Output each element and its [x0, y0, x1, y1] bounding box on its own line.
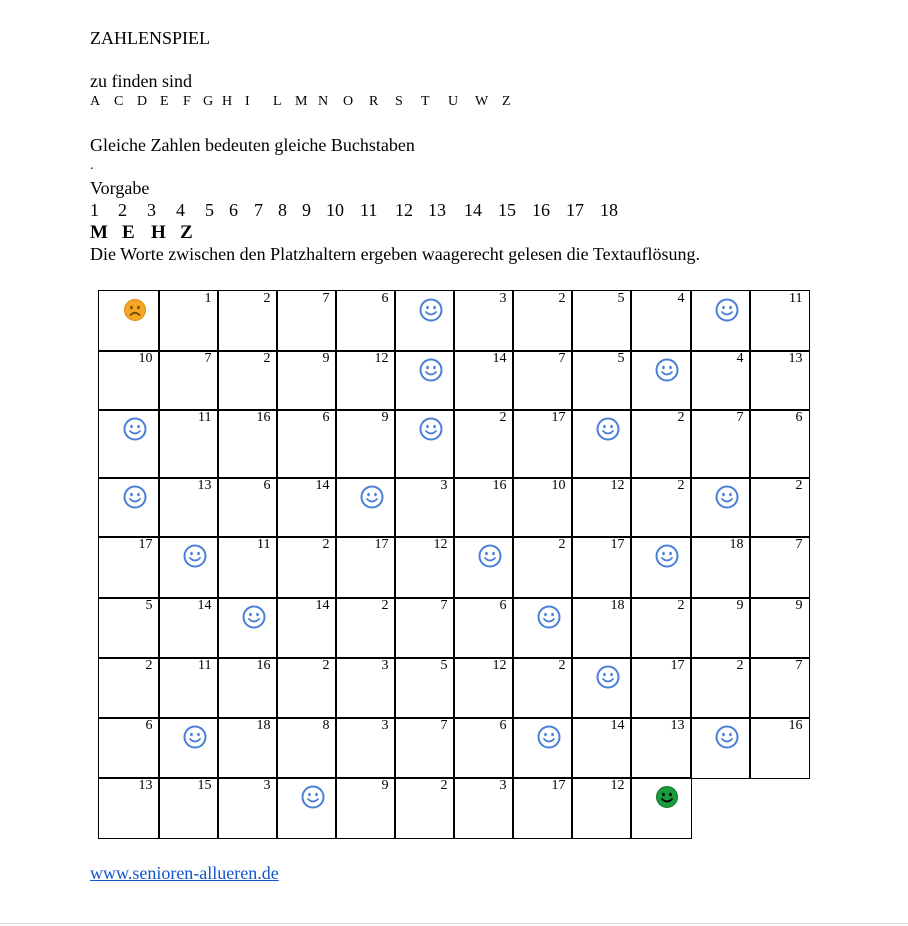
number-cell: [98, 597, 160, 659]
number-cell: [512, 290, 573, 352]
number-cell: [217, 657, 278, 719]
number-cell: [98, 350, 160, 411]
vorgabe-number: 18: [600, 200, 618, 220]
cell-number: 2: [677, 410, 685, 425]
placeholder-cell: [571, 409, 632, 479]
number-cell: [453, 477, 514, 538]
given-letter: H: [151, 222, 166, 243]
cell-number: 14: [610, 718, 625, 733]
letter-T: T: [421, 94, 430, 109]
cell-number: 13: [197, 478, 212, 493]
vorgabe-number: 8: [278, 200, 287, 220]
cell-number: 2: [499, 410, 507, 425]
cell-number: 10: [138, 351, 153, 366]
cell-number: 9: [736, 598, 744, 613]
cell-number: 18: [610, 598, 625, 613]
number-cell: [394, 597, 455, 659]
number-cell: [630, 657, 692, 719]
smiley-icon: [123, 485, 147, 509]
cell-number: 7: [736, 410, 744, 425]
placeholder-cell: [335, 477, 396, 538]
placeholder-cell: [630, 536, 692, 599]
cell-number: 18: [729, 537, 744, 552]
rule-text: Gleiche Zahlen bedeuten gleiche Buchstaben: [90, 135, 415, 155]
number-cell: [690, 597, 751, 659]
cell-number: 17: [551, 778, 566, 793]
number-cell: [276, 536, 337, 599]
letter-H: H: [222, 94, 233, 109]
cell-number: 7: [558, 351, 566, 366]
cell-number: 2: [677, 478, 685, 493]
number-cell: [749, 290, 810, 352]
cell-number: 2: [558, 291, 566, 306]
smiley-icon: [655, 358, 679, 382]
vorgabe-number: 11: [360, 200, 378, 220]
number-cell: [571, 477, 632, 538]
cell-number: 15: [197, 778, 212, 793]
smiley-icon: [596, 417, 620, 441]
cell-number: 3: [440, 478, 448, 493]
vorgabe-number: 1: [90, 200, 99, 220]
number-cell: [571, 290, 632, 352]
cell-number: 10: [551, 478, 566, 493]
website-link[interactable]: www.senioren-allueren.de: [90, 863, 279, 883]
cell-number: 17: [610, 537, 625, 552]
number-cell: [453, 290, 514, 352]
cell-number: 2: [145, 658, 153, 673]
instruction-text: Die Worte zwischen den Platzhaltern ergeben waagerecht gelesen die Textauflösung.: [90, 244, 701, 264]
number-cell: [217, 777, 278, 839]
cell-number: 17: [551, 410, 566, 425]
vorgabe-number: 14: [464, 200, 482, 220]
cell-number: 2: [322, 537, 330, 552]
cell-number: 5: [440, 658, 448, 673]
number-cell: [335, 409, 396, 479]
cell-number: 7: [795, 658, 803, 673]
placeholder-cell: [512, 717, 573, 779]
number-cell: [512, 350, 573, 411]
cell-number: 6: [499, 598, 507, 613]
smiley-icon: [123, 417, 147, 441]
smiley-icon: [419, 298, 443, 322]
find-label: zu finden sind: [90, 71, 192, 91]
letter-N: N: [318, 94, 329, 109]
cell-number: 7: [322, 291, 330, 306]
page-bottom-divider: [0, 923, 908, 924]
number-cell: [630, 717, 692, 779]
number-cell: [276, 597, 337, 659]
given-letter: Z: [180, 222, 193, 243]
cell-number: 18: [256, 718, 271, 733]
smiley-icon: [715, 725, 739, 749]
number-cell: [217, 409, 278, 479]
cell-number: 11: [198, 658, 212, 673]
number-cell: [512, 777, 573, 839]
number-cell: [749, 477, 810, 538]
number-cell: [394, 477, 455, 538]
cell-number: 3: [499, 778, 507, 793]
number-cell: [749, 717, 810, 779]
smiley-icon: [655, 544, 679, 568]
cell-number: 17: [138, 537, 153, 552]
number-cell: [276, 290, 337, 352]
cell-number: 2: [795, 478, 803, 493]
vorgabe-number: 6: [229, 200, 238, 220]
placeholder-cell: [453, 536, 514, 599]
placeholder-cell: [512, 597, 573, 659]
number-cell: [335, 597, 396, 659]
number-cell: [571, 350, 632, 411]
number-cell: [749, 350, 810, 411]
number-cell: [630, 290, 692, 352]
letter-S: S: [395, 94, 403, 109]
number-cell: [690, 350, 751, 411]
cell-number: 14: [315, 478, 330, 493]
number-cell: [335, 290, 396, 352]
number-cell: [335, 717, 396, 779]
cell-number: 14: [492, 351, 507, 366]
cell-number: 17: [374, 537, 389, 552]
number-cell: [276, 657, 337, 719]
cell-number: 16: [788, 718, 803, 733]
letter-I: I: [245, 94, 250, 109]
cell-number: 2: [263, 291, 271, 306]
cell-number: 11: [789, 291, 803, 306]
puzzle-title: ZAHLENSPIEL: [90, 28, 210, 48]
number-cell: [98, 536, 160, 599]
number-cell: [158, 657, 219, 719]
given-letter: E: [122, 222, 135, 243]
number-cell: [690, 657, 751, 719]
smiley-icon: [419, 417, 443, 441]
letter-U: U: [448, 94, 459, 109]
cell-number: 2: [440, 778, 448, 793]
number-cell: [394, 657, 455, 719]
number-cell: [453, 717, 514, 779]
cell-number: 12: [492, 658, 507, 673]
cell-number: 2: [677, 598, 685, 613]
cell-number: 12: [610, 478, 625, 493]
vorgabe-number: 10: [326, 200, 344, 220]
cell-number: 2: [558, 537, 566, 552]
number-cell: [453, 597, 514, 659]
smiley-icon: [183, 725, 207, 749]
letter-W: W: [475, 94, 489, 109]
cell-number: 6: [145, 718, 153, 733]
placeholder-cell: [394, 290, 455, 352]
smiley-icon: [360, 485, 384, 509]
cell-number: 9: [322, 351, 330, 366]
cell-number: 14: [315, 598, 330, 613]
letter-Z: Z: [502, 94, 511, 109]
number-cell: [158, 409, 219, 479]
smiley-icon: [301, 785, 325, 809]
green-smiley-icon: [655, 785, 679, 809]
cell-number: 4: [736, 351, 744, 366]
smiley-icon: [537, 605, 561, 629]
number-cell: [276, 717, 337, 779]
cell-number: 2: [558, 658, 566, 673]
vorgabe-number: 13: [428, 200, 446, 220]
number-cell: [394, 717, 455, 779]
cell-number: 6: [499, 718, 507, 733]
number-cell: [512, 409, 573, 479]
number-cell: [453, 409, 514, 479]
number-cell: [394, 536, 455, 599]
letter-M: M: [295, 94, 308, 109]
vorgabe-number: 15: [498, 200, 516, 220]
placeholder-cell: [394, 350, 455, 411]
cell-number: 9: [381, 410, 389, 425]
puzzle-grid: [98, 290, 808, 837]
number-cell: [158, 477, 219, 538]
number-cell: [98, 777, 160, 839]
number-cell: [749, 597, 810, 659]
cell-number: 7: [440, 598, 448, 613]
vorgabe-number: 16: [532, 200, 550, 220]
vorgabe-number: 4: [176, 200, 185, 220]
cell-number: 16: [256, 410, 271, 425]
cell-number: 13: [138, 778, 153, 793]
cell-number: 5: [145, 598, 153, 613]
dot-text: .: [90, 158, 94, 173]
number-cell: [276, 477, 337, 538]
number-cell: [158, 777, 219, 839]
vorgabe-number: 3: [147, 200, 156, 220]
vorgabe-label: Vorgabe: [90, 178, 150, 198]
cell-number: 9: [381, 778, 389, 793]
number-cell: [217, 536, 278, 599]
placeholder-cell: [98, 409, 160, 479]
cell-number: 8: [322, 718, 330, 733]
number-cell: [158, 597, 219, 659]
number-cell: [571, 536, 632, 599]
cell-number: 5: [617, 291, 625, 306]
number-cell: [571, 777, 632, 839]
number-cell: [335, 350, 396, 411]
cell-number: 2: [322, 658, 330, 673]
cell-number: 12: [433, 537, 448, 552]
number-cell: [571, 597, 632, 659]
cell-number: 12: [374, 351, 389, 366]
number-cell: [335, 536, 396, 599]
cell-number: 3: [381, 658, 389, 673]
cell-number: 14: [197, 598, 212, 613]
letter-E: E: [160, 94, 169, 109]
number-cell: [630, 477, 692, 538]
number-cell: [217, 717, 278, 779]
number-cell: [690, 409, 751, 479]
cell-number: 13: [670, 718, 685, 733]
number-cell: [217, 477, 278, 538]
cell-number: 9: [795, 598, 803, 613]
cell-number: 16: [256, 658, 271, 673]
number-cell: [690, 536, 751, 599]
placeholder-cell: [158, 717, 219, 779]
number-cell: [749, 409, 810, 479]
cell-number: 3: [381, 718, 389, 733]
cell-number: 6: [795, 410, 803, 425]
vorgabe-number: 12: [395, 200, 413, 220]
cell-number: 11: [198, 410, 212, 425]
cell-number: 12: [610, 778, 625, 793]
sad-face-icon: [123, 298, 147, 322]
number-cell: [453, 657, 514, 719]
number-cell: [217, 350, 278, 411]
letter-C: C: [114, 94, 124, 109]
vorgabe-number: 17: [566, 200, 584, 220]
letter-O: O: [343, 94, 354, 109]
cell-number: 5: [617, 351, 625, 366]
given-letter: M: [90, 222, 108, 243]
number-cell: [276, 350, 337, 411]
number-cell: [158, 290, 219, 352]
vorgabe-number: 7: [254, 200, 263, 220]
placeholder-cell: [217, 597, 278, 659]
number-cell: [98, 717, 160, 779]
number-cell: [453, 350, 514, 411]
number-cell: [512, 536, 573, 599]
number-cell: [571, 717, 632, 779]
number-cell: [276, 409, 337, 479]
smiley-icon: [715, 298, 739, 322]
number-cell: [98, 657, 160, 719]
number-cell: [158, 350, 219, 411]
smiley-icon: [715, 485, 739, 509]
number-cell: [394, 777, 455, 839]
cell-number: 7: [204, 351, 212, 366]
letter-F: F: [183, 94, 191, 109]
number-cell: [217, 290, 278, 352]
number-cell: [335, 777, 396, 839]
cell-number: 2: [263, 351, 271, 366]
letter-D: D: [137, 94, 148, 109]
cell-number: 7: [440, 718, 448, 733]
number-cell: [335, 657, 396, 719]
placeholder-cell: [276, 777, 337, 839]
placeholder-cell: [630, 777, 692, 839]
number-cell: [749, 536, 810, 599]
placeholder-cell: [630, 350, 692, 411]
cell-number: 16: [492, 478, 507, 493]
cell-number: 17: [670, 658, 685, 673]
placeholder-cell: [690, 717, 751, 779]
number-cell: [512, 477, 573, 538]
smiley-icon: [478, 544, 502, 568]
smiley-icon: [183, 544, 207, 568]
number-cell: [749, 657, 810, 719]
smiley-icon: [419, 358, 443, 382]
placeholder-cell: [394, 409, 455, 479]
letter-G: G: [203, 94, 214, 109]
cell-number: 2: [736, 658, 744, 673]
smiley-icon: [596, 665, 620, 689]
smiley-icon: [537, 725, 561, 749]
placeholder-cell: [98, 290, 160, 352]
number-cell: [630, 597, 692, 659]
cell-number: 13: [788, 351, 803, 366]
cell-number: 6: [263, 478, 271, 493]
number-cell: [512, 657, 573, 719]
cell-number: 4: [677, 291, 685, 306]
vorgabe-number: 9: [302, 200, 311, 220]
cell-number: 6: [322, 410, 330, 425]
cell-number: 2: [381, 598, 389, 613]
cell-number: 3: [499, 291, 507, 306]
placeholder-cell: [158, 536, 219, 599]
letter-L: L: [273, 94, 282, 109]
vorgabe-number: 2: [118, 200, 127, 220]
smiley-icon: [242, 605, 266, 629]
number-cell: [453, 777, 514, 839]
placeholder-cell: [571, 657, 632, 719]
cell-number: 3: [263, 778, 271, 793]
number-cell: [630, 409, 692, 479]
cell-number: 1: [204, 291, 212, 306]
cell-number: 11: [257, 537, 271, 552]
cell-number: 6: [381, 291, 389, 306]
placeholder-cell: [690, 477, 751, 538]
placeholder-cell: [98, 477, 160, 538]
vorgabe-number: 5: [205, 200, 214, 220]
cell-number: 7: [795, 537, 803, 552]
letter-R: R: [369, 94, 379, 109]
letter-A: A: [90, 94, 101, 109]
placeholder-cell: [690, 290, 751, 352]
